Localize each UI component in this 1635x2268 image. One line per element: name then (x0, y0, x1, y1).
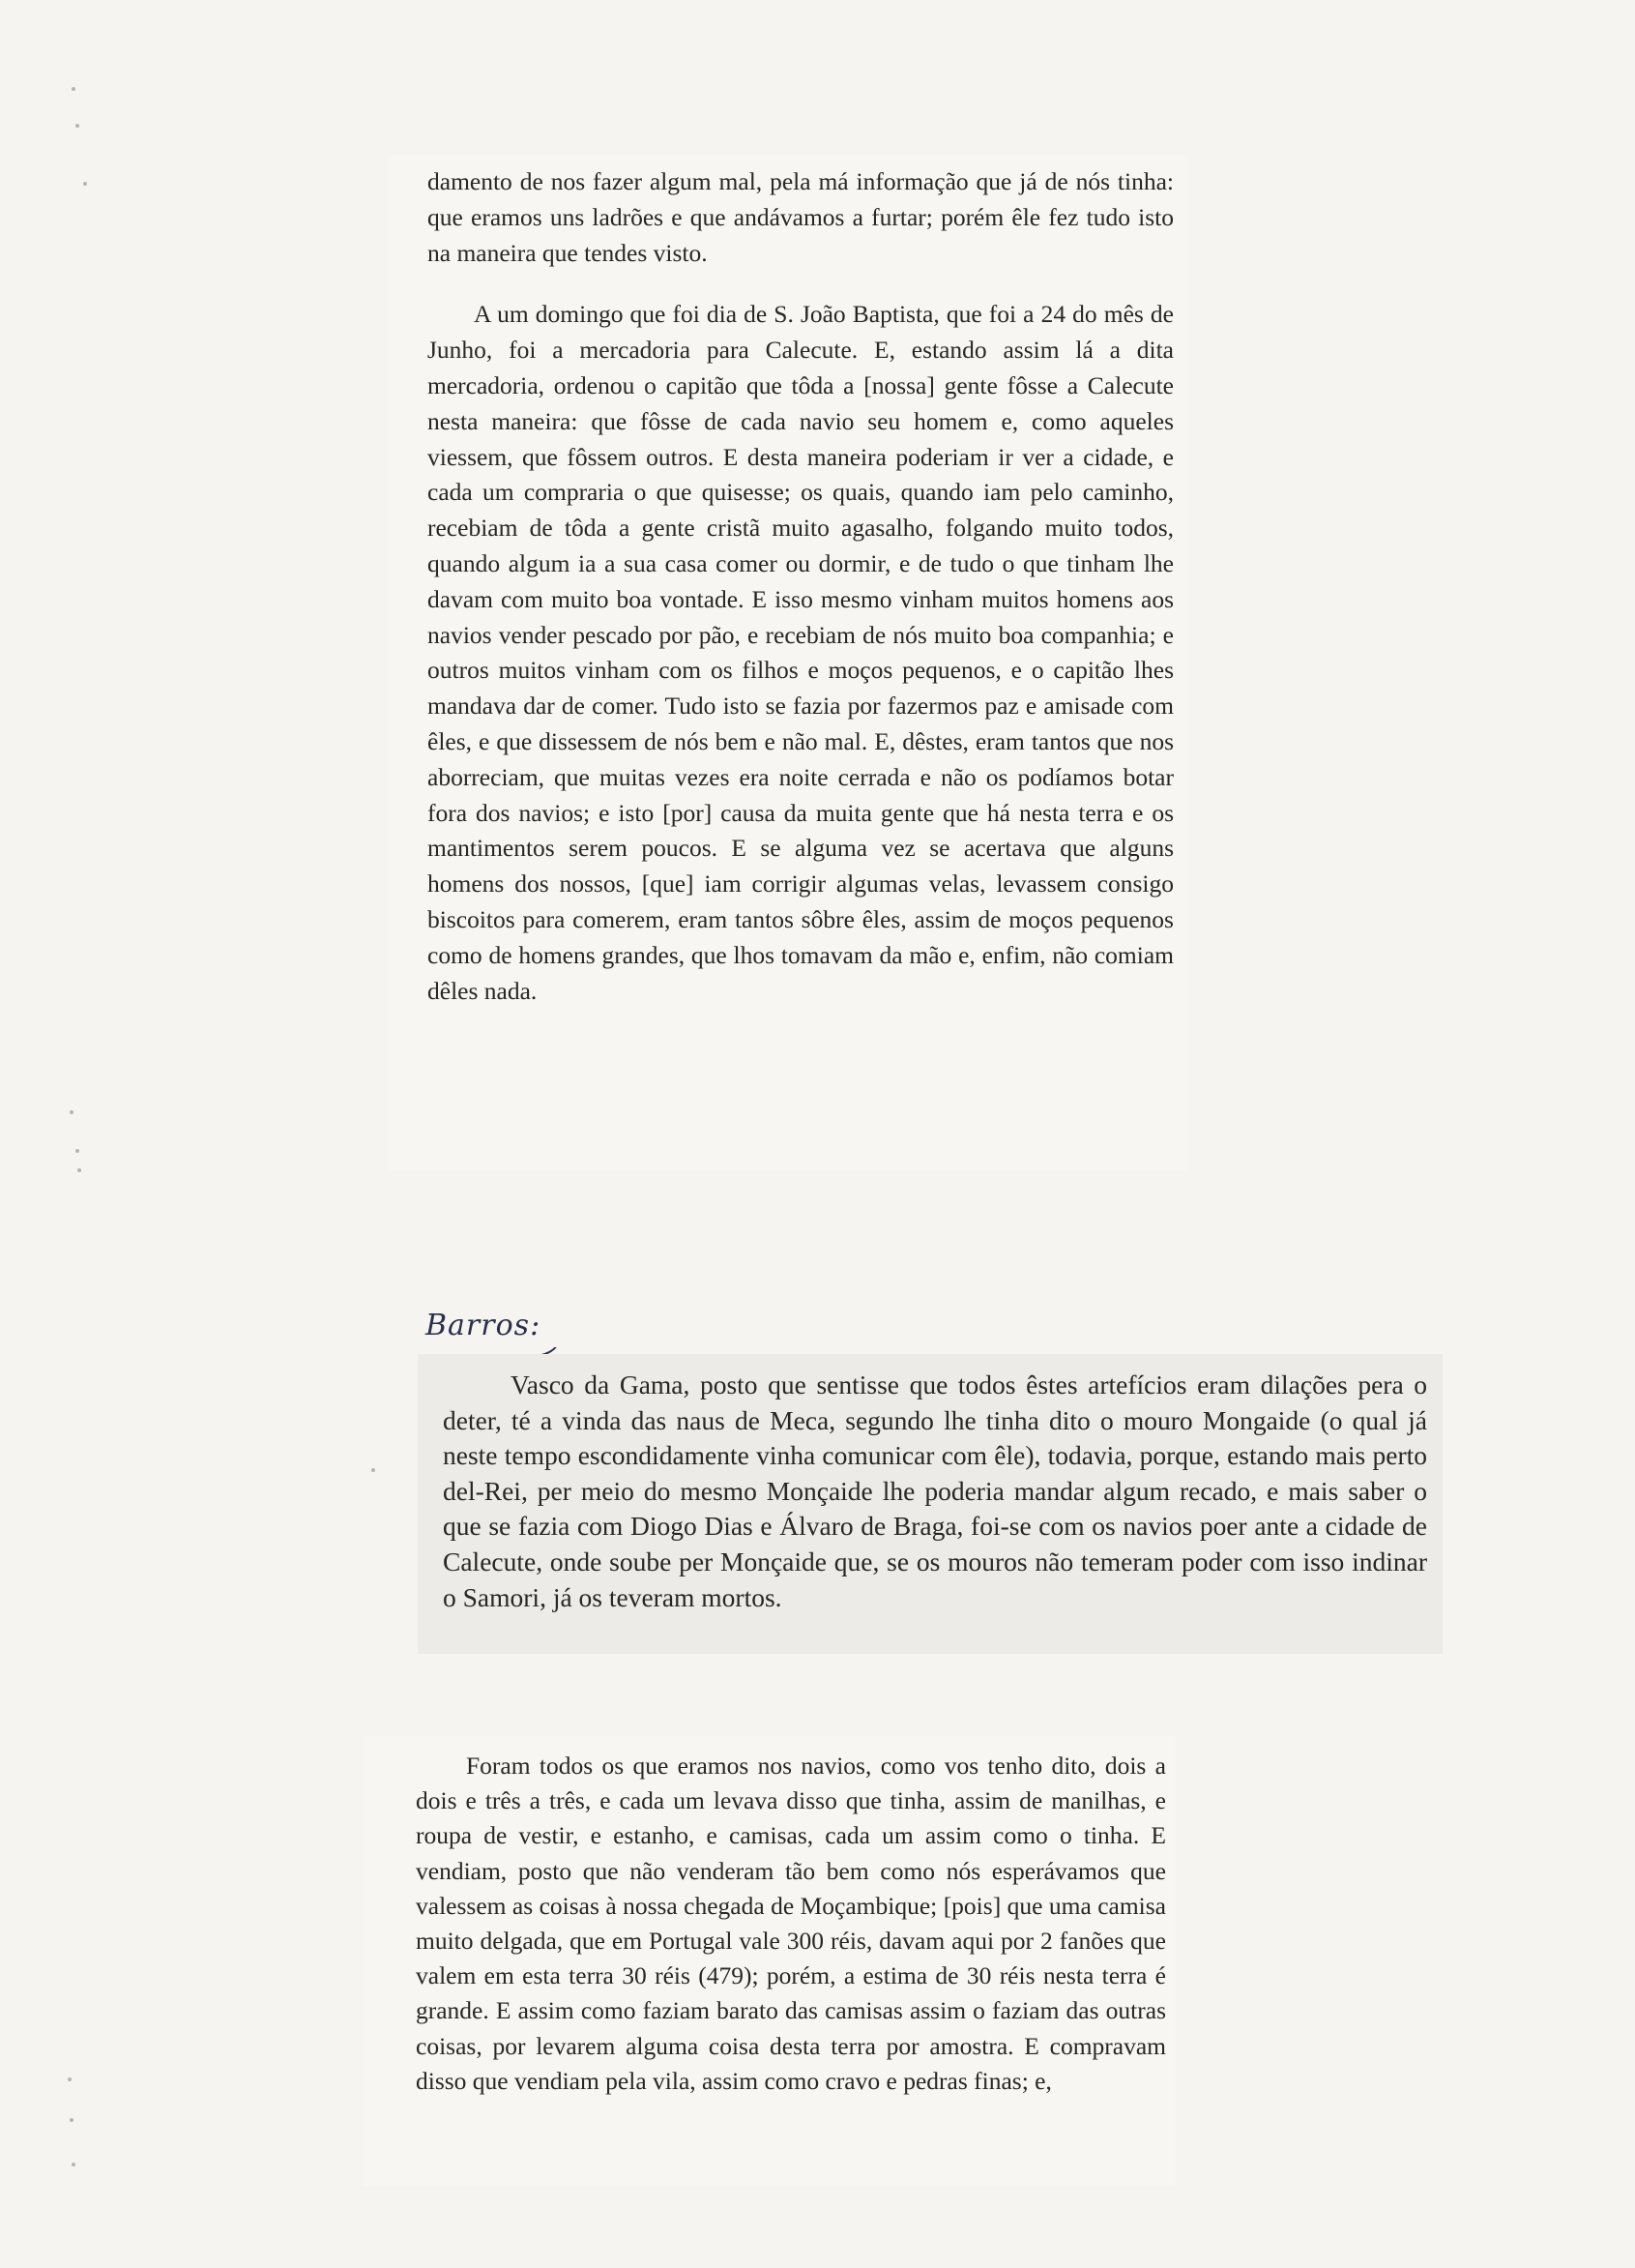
clipping-1-paragraph-2: A um domingo que foi dia de S. João Baptista, que foi a 24 do mês de Junho, foi a mercadoria para Calecute. E, estando assim lá a dita mercadoria, ordenou o capitão que tôda a [nossa] gente fôsse a Calecute nesta maneira: que fôsse de cada navio seu homem e, como aqueles viessem, que fôssem outros. E desta maneira poderiam ir ver a cidade, e cada um compraria o que quisesse; os quais, quando iam pelo caminho, recebiam de tôda a gente cristã muito agasalho, folgando muito todos, quando algum ia a sua casa comer ou dormir, e de tudo o que tinham lhe davam com muito boa vontade. E isso mesmo vinham muitos homens aos navios vender pescado por pão, e recebiam de nós muito boa companhia; e outros muitos vinham com os filhos e moços pequenos, e o capitão lhes mandava dar de comer. Tudo isto se fazia por fazermos paz e amisade com êles, e que dissessem de nós bem e não mal. E, dêstes, eram tantos que nos aborreciam, que muitas vezes era noite cerrada e não os podíamos botar fora dos navios; e isto [por] causa da muita gente que há nesta terra e os mantimentos serem poucos. E se alguma vez se acertava que alguns homens dos nossos, [que] iam corrigir algumas velas, levassem consigo biscoitos para comerem, eram tantos sôbre êles, assim de moços pequenos como de homens grandes, que lhos tomavam da mão e, enfim, não comiam dêles nada. (427, 300, 1174, 1005)
text-clipping-3 (364, 1736, 1176, 2186)
handwritten-label: Barros: (425, 1309, 541, 1342)
clipping-1-paragraph-1: damento de nos fazer algum mal, pela má informação que já de nós tinha: que eramos uns ladrões e que andávamos a furtar; porém êle fez tudo isto na maneira que tendes visto. (427, 167, 1174, 267)
clipping-2-paragraph: Vasco da Gama, posto que sentisse que todos êstes artefícios eram dilações pera o deter, té a vinda das naus de Meca, segundo lhe tinha dito o mouro Mongaide (o qual já neste tempo escondidamente vinha comunicar com êle), todavia, porque, estando mais perto del-Rei, per meio do mesmo Monçaide lhe poderia mandar algum recado, e mais saber o que se fazia com Diogo Dias e Álvaro de Braga, foi-se com os navios poer ante a cidade de Calecute, onde soube per Monçaide que, se os mouros não temeram poder com isso indinar o Samori, já os teveram mortos. (443, 1370, 1427, 1612)
text-clipping-1 (389, 155, 1187, 1170)
text-clipping-2 (418, 1354, 1443, 1654)
clipping-3-paragraph: Foram todos os que eramos nos navios, como vos tenho dito, dois a dois e três a três, e cada um levava disso que tinha, assim de manilhas, e roupa de vestir, e estanho, e camisas, cada um assim como o tinha. E vendiam, posto que não venderam tão bem como nós esperávamos que valessem as coisas à nossa chegada de Moçambique; [pois] que uma camisa muito delgada, que em Portugal vale 300 réis, davam aqui por 2 fanões que valem em esta terra 30 réis (479); porém, a estima de 30 réis nesta terra é grande. E assim como faziam barato das camisas assim o faziam das outras coisas, por levarem alguma coisa desta terra por amostra. E compravam disso que vendiam pela vila, assim como cravo e pedras finas; e, (416, 1752, 1166, 2095)
